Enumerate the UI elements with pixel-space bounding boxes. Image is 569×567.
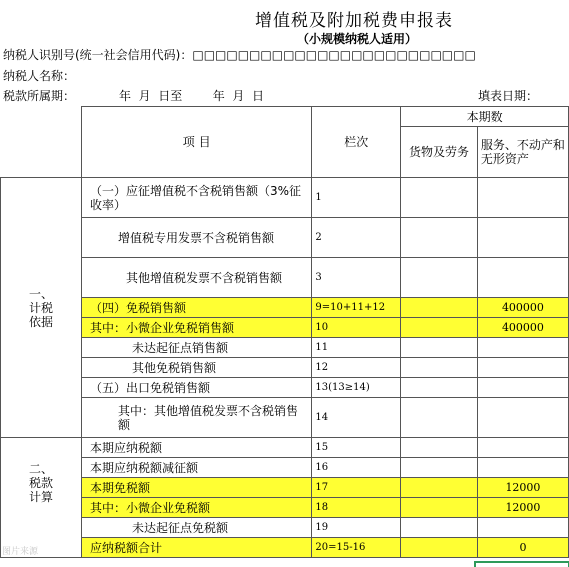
period-value: 年 月 日至 年 月 日 [119,89,265,103]
row-services-value[interactable] [477,258,568,298]
row-services-value[interactable]: 12000 [477,478,568,498]
period-label: 税款所属期： [3,89,76,103]
row-line[interactable]: 14 [312,398,401,438]
row-services-value[interactable] [477,458,568,478]
taxpayer-id-label: 纳税人识别号(统一社会信用代码)：□□□□□□□□□□□□□□□□□□□□□□□□□ [3,48,476,62]
row-item[interactable]: 其中：小微企业免税销售额 [82,318,312,338]
row-goods-value[interactable] [401,218,478,258]
row-line[interactable]: 19 [312,518,401,538]
row-line[interactable]: 17 [312,478,401,498]
row-services-value[interactable]: 12000 [477,498,568,518]
row-goods-value[interactable] [401,498,478,518]
row-item[interactable]: 本期应纳税额 [82,438,312,458]
section-tax-basis: 一、计税依据 [1,178,82,438]
row-services-value[interactable] [477,518,568,538]
declaration-table [0,106,569,558]
row-line[interactable]: 3 [312,258,401,298]
row-item[interactable]: 其中：小微企业免税额 [82,498,312,518]
row-item[interactable]: 应纳税额合计 [82,538,312,558]
row-services-value[interactable]: 400000 [477,318,568,338]
row-services-value[interactable] [477,358,568,378]
row-services-value[interactable]: 0 [477,538,568,558]
row-services-value[interactable]: 400000 [477,298,568,318]
form-title: 增值税及附加税费申报表 [255,11,453,31]
row-goods-value[interactable] [401,378,478,398]
row-services-value[interactable] [477,338,568,358]
row-services-value[interactable] [477,178,568,218]
row-goods-value[interactable] [401,178,478,218]
row-line[interactable]: 1 [312,178,401,218]
row-item[interactable]: 其他增值税发票不含税销售额 [82,258,312,298]
row-item[interactable]: 未达起征点免税额 [82,518,312,538]
row-services-value[interactable] [477,398,568,438]
row-item[interactable]: 本期应纳税额减征额 [82,458,312,478]
row-item[interactable]: （四）免税销售额 [82,298,312,318]
corner-blank-2 [1,127,82,178]
row-services-value[interactable] [477,438,568,458]
row-line[interactable]: 2 [312,218,401,258]
row-line[interactable]: 9=10+11+12 [312,298,401,318]
row-item[interactable]: 未达起征点销售额 [82,338,312,358]
column-header-current-period[interactable]: 本期数 [401,107,569,127]
row-line[interactable]: 15 [312,438,401,458]
row-item[interactable]: 其他免税销售额 [82,358,312,378]
corner-blank-1 [1,107,82,127]
column-header-goods-labor[interactable]: 货物及劳务 [401,127,478,178]
column-header-item[interactable]: 项 目 [82,107,312,178]
section-tax-calc: 二、税款计算 [1,438,82,558]
row-goods-value[interactable] [401,518,478,538]
row-item[interactable]: 增值税专用发票不含税销售额 [82,218,312,258]
row-line[interactable]: 20=15-16 [312,538,401,558]
row-goods-value[interactable] [401,458,478,478]
row-item[interactable]: （一）应征增值税不含税销售额（3%征收率） [82,178,312,218]
row-goods-value[interactable] [401,298,478,318]
row-line[interactable]: 16 [312,458,401,478]
row-goods-value[interactable] [401,538,478,558]
row-goods-value[interactable] [401,478,478,498]
row-goods-value[interactable] [401,398,478,438]
row-goods-value[interactable] [401,358,478,378]
column-header-line-no[interactable]: 栏次 [312,107,401,178]
row-line[interactable]: 13(13≥14) [312,378,401,398]
row-line[interactable]: 12 [312,358,401,378]
row-goods-value[interactable] [401,258,478,298]
row-goods-value[interactable] [401,438,478,458]
row-services-value[interactable] [477,378,568,398]
row-item[interactable]: 其中：其他增值税发票不含税销售额 [82,398,312,438]
row-line[interactable]: 11 [312,338,401,358]
row-item[interactable]: （五）出口免税销售额 [82,378,312,398]
form-subtitle: （小规模纳税人适用） [297,32,418,46]
taxpayer-name-label: 纳税人名称： [3,69,76,83]
row-goods-value[interactable] [401,338,478,358]
row-line[interactable]: 18 [312,498,401,518]
row-goods-value[interactable] [401,318,478,338]
column-header-services-property[interactable]: 服务、不动产和无形资产 [477,127,568,178]
watermark: 图片来源 [2,547,39,557]
selected-cell-outline [474,561,569,567]
row-item[interactable]: 本期免税额 [82,478,312,498]
row-line[interactable]: 10 [312,318,401,338]
fill-date-label: 填表日期： [478,89,539,103]
row-services-value[interactable] [477,218,568,258]
